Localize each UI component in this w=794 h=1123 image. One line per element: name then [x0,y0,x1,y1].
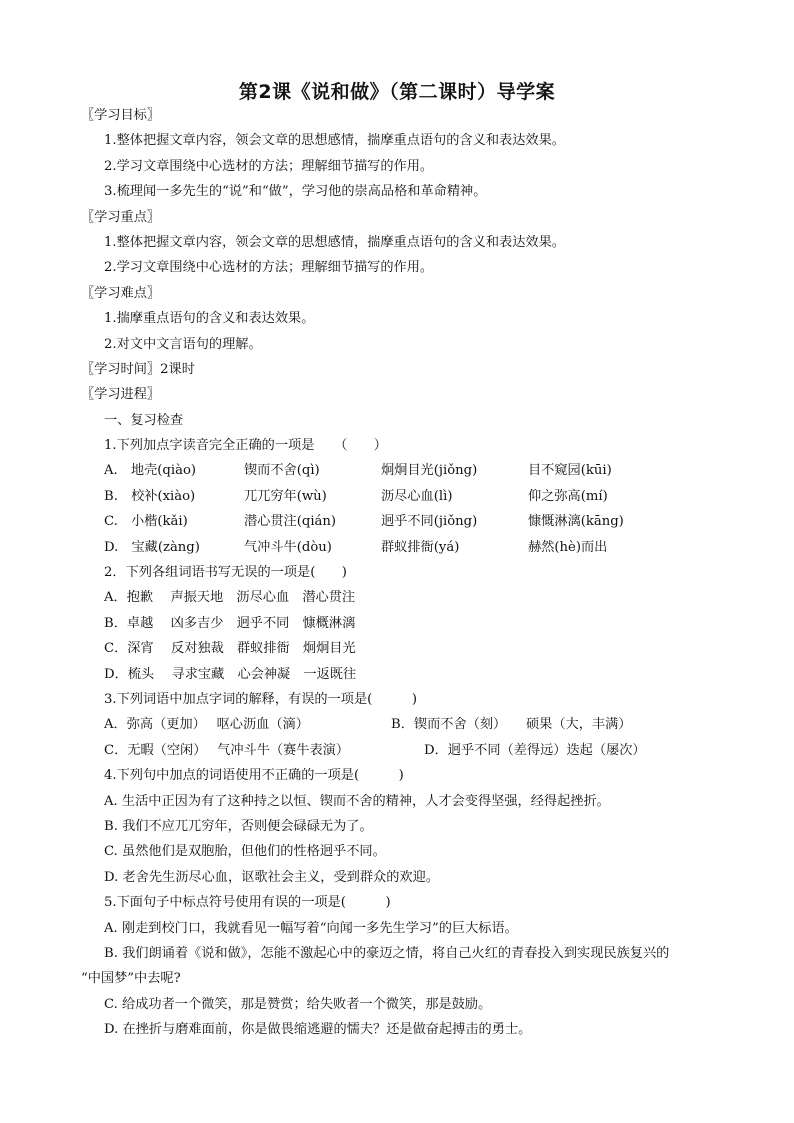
question-3-options-cd [0,738,794,763]
option-cell: D. 宝藏(zàng) [104,539,200,555]
option-cell: B. 校补(xiào) [104,488,196,504]
option-cell: 潜心贯注(qián) [244,514,337,530]
option-cell: 群蚁排衙(yá) [381,539,460,555]
option-cell: 目不窥园(kūi) [528,463,612,479]
option-cell: B．锲而不舍（刻） 硕果（大，丰满） [391,717,632,733]
option-cell: C．无暇（空闲） 气冲斗牛（赛牛表演） [104,742,350,758]
key-point-item: 1.整体把握文章内容，领会文章的思想感情，揣摩重点语句的含义和表达效果。 [104,234,565,250]
question-5-option-c: C. 给成功者一个微笑，那是赞赏；给失败者一个微笑，那是鼓励。 [104,996,492,1012]
option-cell: 兀兀穷年(wù) [244,488,327,504]
question-2-option-a: A．抱歉 声振天地 沥尽心血 潜心贯注 [104,590,356,606]
question-4-option-a: A. 生活中正因为有了这种持之以恒、锲而不舍的精神，人才会变得坚强，经得起挫折。 [104,793,610,809]
goal-item: 3.梳理闻一多先生的“说”和“做”，学习他的崇高品格和革命精神。 [104,184,487,200]
question-2-option-d: D．梳头 寻求宝藏 心会神凝 一返既往 [104,666,357,682]
question-3-options-ab [0,712,794,737]
option-cell: A. 地壳(qiào) [104,463,197,479]
question-2-stem: 2．下列各组词语书写无误的一项是( ) [104,565,347,581]
difficulties-heading: 〖学习难点〗 [81,285,161,301]
question-4-option-d: D. 老舍先生沥尽心血，讴歌社会主义，受到群众的欢迎。 [104,869,439,885]
option-cell: C. 小楷(kǎi) [104,514,188,530]
question-5-option-d: D. 在挫折与磨难面前，你是做畏缩逃避的懦夫？还是做奋起搏击的勇士。 [104,1022,532,1038]
question-4-option-b: B. 我们不应兀兀穷年，否则便会碌碌无为了。 [104,818,373,834]
question-4-option-c: C. 虽然他们是双胞胎，但他们的性格迥乎不同。 [104,844,386,860]
option-cell: 炯炯目光(jiǒng) [381,463,478,479]
option-cell: 仰之弥高(mí) [528,488,608,504]
question-2-option-c: C．深宵 反对独裁 群蚁排衙 炯炯目光 [104,641,356,657]
goals-heading: 〖学习目标〗 [81,108,161,123]
option-cell: 气冲斗牛(dòu) [244,539,332,555]
process-heading: 〖学习进程〗 [81,387,161,403]
page-title: 第2课《说和做》（第二课时）导学案 [238,81,556,103]
question-3-stem: 3.下列词语中加点字词的解释，有误的一项是( ) [104,691,417,707]
option-cell: D．迥乎不同（差得远）迭起（屡次） [424,742,646,758]
question-5-option-b-continued: “中国梦”中去呢? [81,971,181,987]
key-point-item: 2.学习文章围绕中心选材的方法；理解细节描写的作用。 [104,260,434,276]
question-2-option-b: B．卓越 凶多吉少 迥乎不同 慷概淋漓 [104,615,356,631]
question-1-option-c [0,509,794,534]
section-review: 一、复习检查 [104,412,184,428]
option-cell: 慷慨淋漓(kāng) [528,514,624,530]
difficulty-item: 2.对文中文言语句的理解。 [104,336,262,352]
goal-item: 2.学习文章围绕中心选材的方法；理解细节描写的作用。 [104,158,434,174]
option-cell: 锲而不舍(qì) [244,463,320,479]
time-heading: 〖学习时间〗2课时 [81,361,195,377]
difficulty-item: 1.揣摩重点语句的含义和表达效果。 [104,311,315,327]
question-5-option-b: B. 我们朗诵着《说和做》，怎能不激起心中的豪迈之情，将自己火红的青春投入到实现民族复兴的 [104,945,670,961]
question-5-option-a: A. 刚走到校门口，我就看见一幅写着“向闻一多先生学习”的巨大标语。 [104,920,518,936]
key-points-heading: 〖学习重点〗 [81,209,161,225]
question-4-stem: 4.下列句中加点的词语使用不正确的一项是( ) [104,768,404,784]
option-cell: 赫然(hè)而出 [528,539,608,555]
option-cell: A．弥高（更加） 呕心沥血（滴） [104,717,309,733]
question-1-option-d [0,535,794,560]
option-cell: 迥乎不同(jiǒng) [381,514,478,530]
goal-item: 1.整体把握文章内容，领会文章的思想感情，揣摩重点语句的含义和表达效果。 [104,133,565,149]
option-cell: 沥尽心血(lì) [381,488,453,504]
question-1-stem: 1.下列加点字读音完全正确的一项是 （ ） [104,438,387,454]
question-1-option-b [0,484,794,509]
question-5-stem: 5.下面句子中标点符号使用有误的一项是( ) [104,895,391,911]
question-1-option-a [0,458,794,483]
document-body [0,103,794,1042]
